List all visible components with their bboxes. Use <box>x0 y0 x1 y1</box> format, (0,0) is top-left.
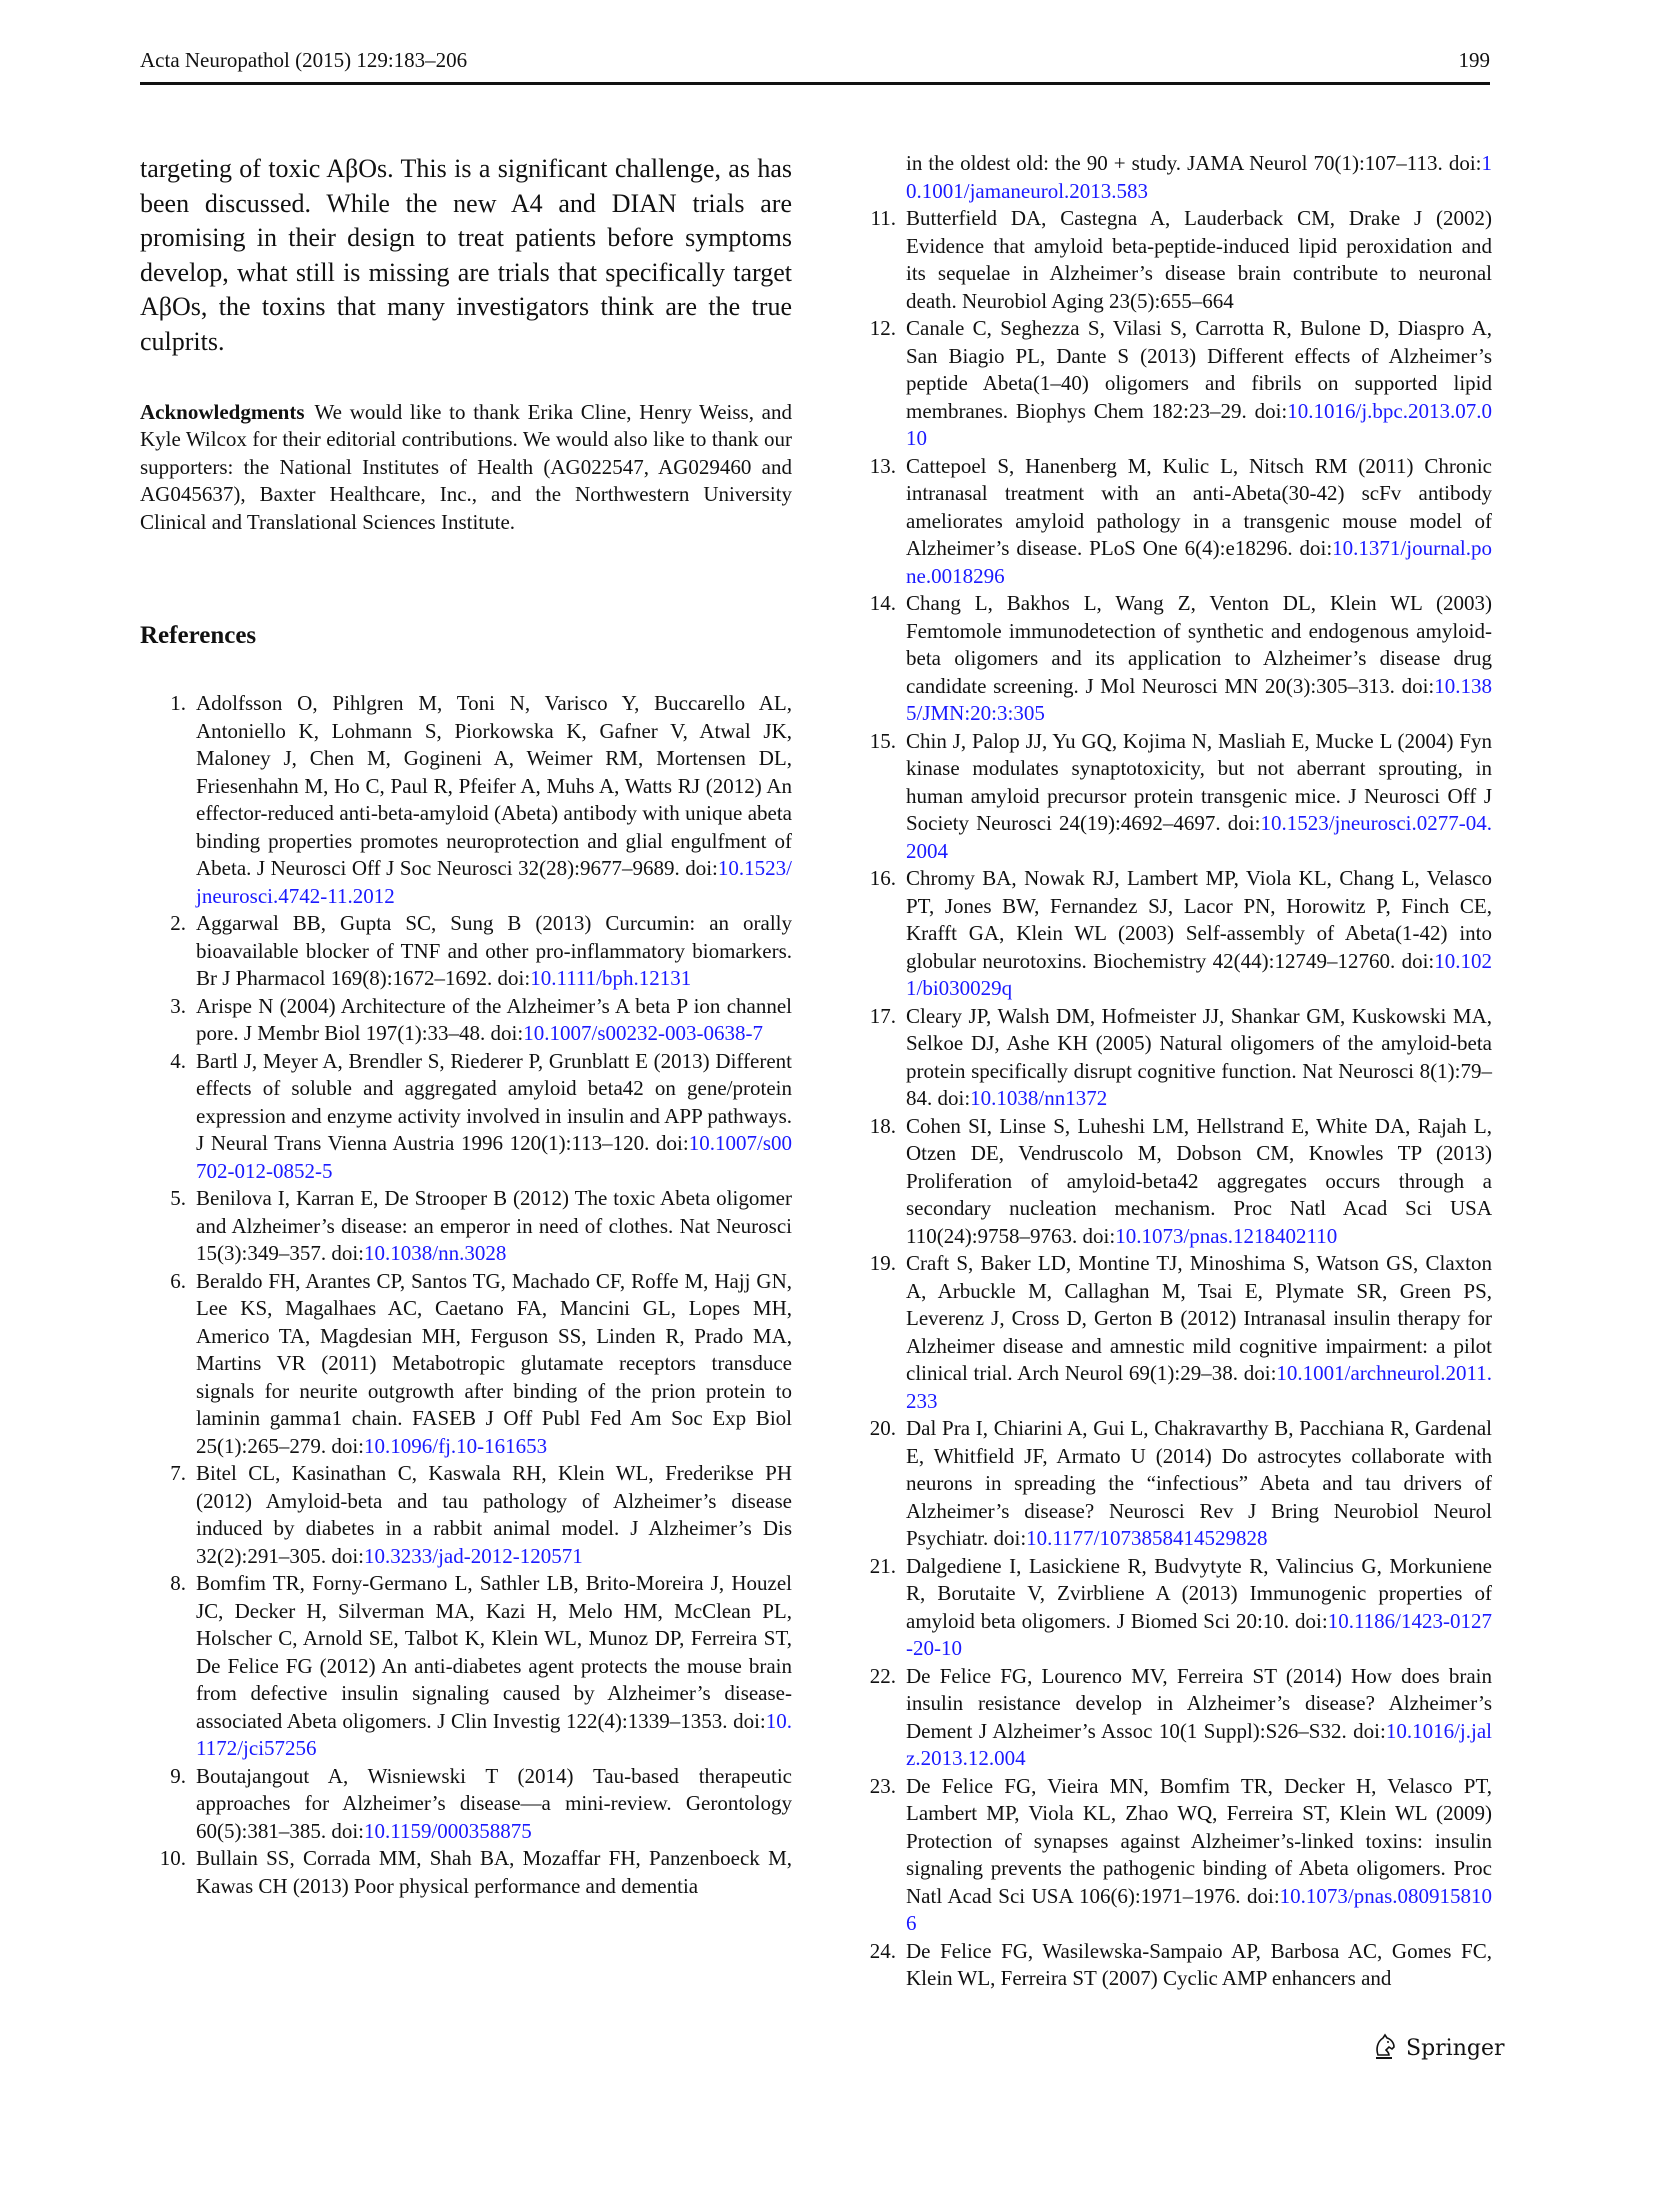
doi-link[interactable]: 10.1159/000358875 <box>364 1818 532 1843</box>
reference-number: 4. <box>170 1048 186 1073</box>
reference-item <box>850 1938 1492 1993</box>
reference-item <box>140 910 792 993</box>
header-rule <box>140 82 1490 85</box>
reference-number: 1. <box>170 691 186 716</box>
reference-text: Aggarwal BB, Gupta SC, Sung B (2013) Curcumin: an orally bioavailable blocker of TNF and other pro-inflammatory biomarkers. Br J Pharmacol 169(8):1672–1692. doi: <box>196 911 792 991</box>
reference-text: De Felice FG, Wasilewska-Sampaio AP, Barbosa AC, Gomes FC, Klein WL, Ferreira ST (2007) Cyclic AMP enhancers and <box>906 1938 1492 1990</box>
reference-number: 12. <box>869 316 896 340</box>
reference-text: Bomfim TR, Forny-Germano L, Sathler LB, Brito-Moreira J, Houzel JC, Decker H, Silverman MA, Kazi H, Melo HM, McClean PL, Holscher C, Arnold SE, Talbot K, Klein WL, Munoz DP, Ferreira ST, De Felice FG (2012) An anti-diabetes agent protects the mouse brain from defective insulin signaling caused by Alzheimer’s disease- associated Abeta oligomers. J Clin Investig 122(4):1339–1353. doi: <box>196 1571 792 1733</box>
references-heading: References <box>140 622 257 650</box>
doi-link[interactable]: 10.1385/JMN:20:3:305 <box>906 673 1492 725</box>
reference-item <box>140 1763 792 1846</box>
body-paragraph: targeting of toxic AβOs. This is a significant challenge, as has been discussed. While the new A4 and DIAN trials are promising in their design to treat patients before symptoms develop, what still is missing are trials that specifically target AβOs, the toxins that many investigators think are the true culprits. <box>140 154 792 356</box>
reference-item <box>140 1268 792 1461</box>
reference-item <box>140 1048 792 1186</box>
reference-item <box>850 1113 1492 1251</box>
doi-link[interactable]: 10.1186/1423-0127-20-10 <box>906 1608 1492 1660</box>
doi-link[interactable]: 10.1001/archneurol.2011.233 <box>906 1361 1492 1413</box>
reference-item <box>850 1553 1492 1663</box>
reference-text: Bullain SS, Corrada MM, Shah BA, Mozaffar FH, Panzenboeck M, Kawas CH (2013) Poor physical performance and dementia <box>196 1846 792 1898</box>
reference-item <box>850 453 1492 591</box>
doi-link[interactable]: 10.1073/pnas.0809158106 <box>906 1883 1492 1935</box>
running-header <box>140 48 1490 82</box>
reference-number: 21. <box>869 1553 896 1578</box>
reference-number: 6. <box>170 1268 186 1293</box>
reference-item <box>140 1185 792 1268</box>
right-column <box>850 150 1492 1993</box>
reference-item <box>140 1845 792 1900</box>
reference-item <box>140 1570 792 1763</box>
acknowledgments-title: Acknowledgments <box>140 400 305 424</box>
doi-link[interactable]: 10.1001/jamaneurol.2013.583 <box>906 151 1492 203</box>
publisher-name: Springer <box>1406 2035 1505 2061</box>
acknowledgments-text: We would like to thank Erika Cline, Henry Weiss, and Kyle Wilcox for their editorial contributions. We would also like to thank our supporters: the National Institutes of Health (AG022547, AG029460 and AG045637), Baxter Healthcare, Inc., and the Northwestern University Clinical and Translational Sciences Institute. <box>140 400 792 534</box>
reference-text: Arispe N (2004) Architecture of the Alzheimer’s A beta P ion channel pore. J Membr Biol 197(1):33–48. doi: <box>196 993 792 1046</box>
reference-item <box>140 1460 792 1570</box>
reference-number: 13. <box>869 453 896 478</box>
reference-number: 10. <box>159 1846 186 1871</box>
reference-text: Benilova I, Karran E, De Strooper B (2012) The toxic Abeta oligomer and Alzheimer’s disease: an emperor in need of clothes. Nat Neurosci 15(3):349–357. doi: <box>196 1186 792 1266</box>
doi-link[interactable]: 10.1111/bph.12131 <box>530 966 692 991</box>
reference-number: 19. <box>869 1251 896 1275</box>
doi-link[interactable]: 10.1073/pnas.1218402110 <box>1115 1223 1338 1248</box>
doi-link[interactable]: 10.1177/1073858414529828 <box>1026 1526 1268 1550</box>
reference-number: 15. <box>869 728 896 753</box>
reference-item <box>850 1415 1492 1553</box>
reference-item <box>850 865 1492 1003</box>
reference-item <box>850 205 1492 315</box>
reference-item <box>850 1663 1492 1773</box>
reference-text: Boutajangout A, Wisniewski T (2014) Tau-based therapeutic approaches for Alzheimer’s disease—a mini-review. Gerontology 60(5):381–385. doi: <box>196 1763 792 1843</box>
reference-text: in the oldest old: the 90 + study. JAMA Neurol 70(1):107–113. doi: <box>906 151 1482 175</box>
reference-text: Chang L, Bakhos L, Wang Z, Venton DL, Klein WL (2003) Femtomole immunodetection of synthetic and endogenous amyloid-beta oligomers and its application to Alzheimer’s disease drug candidate screening. J Mol Neurosci MN 20(3):305–313. doi: <box>906 591 1492 698</box>
reference-number: 8. <box>170 1571 186 1596</box>
doi-link[interactable]: 10.1038/nn.3028 <box>364 1241 507 1266</box>
doi-link[interactable]: 10.1038/nn1372 <box>970 1086 1108 1110</box>
reference-number: 2. <box>170 911 186 936</box>
acknowledgments <box>140 399 792 536</box>
doi-link[interactable]: 10.1172/jci57256 <box>196 1708 792 1761</box>
reference-number: 16. <box>869 866 896 890</box>
reference-number: 9. <box>170 1763 186 1788</box>
reference-text: Craft S, Baker LD, Montine TJ, Minoshima S, Watson GS, Claxton A, Arbuckle M, Callaghan M, Tsai E, Plymate SR, Green PS, Leverenz J, Cross D, Gerton B (2012) Intranasal insulin therapy for Alzheimer disease and amnestic mild cognitive impairment: a pilot clinical trial. Arch Neurol 69(1):29–38. doi: <box>906 1251 1492 1385</box>
reference-item <box>850 1773 1492 1938</box>
doi-link[interactable]: 10.1007/s00702-012-0852-5 <box>196 1131 792 1183</box>
doi-link[interactable]: 10.1007/s00232-003-0638-7 <box>523 1021 763 1046</box>
reference-text: Chromy BA, Nowak RJ, Lambert MP, Viola KL, Chang L, Velasco PT, Jones BW, Fernandez SJ, Lacor PN, Horowitz P, Finch CE, Krafft GA, Klein WL (2003) Self-assembly of Abeta(1-42) into globular neurotoxins. Biochemistry 42(44):12749–12760. doi: <box>906 866 1492 973</box>
doi-link[interactable]: 10.3233/jad-2012-120571 <box>364 1543 583 1568</box>
doi-link[interactable]: 10.1523/jneurosci.4742-11.2012 <box>196 856 792 908</box>
page-number: 199 <box>1458 48 1490 72</box>
reference-text: Cohen SI, Linse S, Luheshi LM, Hellstrand E, White DA, Rajah L, Otzen DE, Vendruscolo M, Dobson CM, Knowles TP (2013) Proliferation of amyloid-beta42 aggregates occurs through a secondary nucleation mechanism. Proc Natl Acad Sci USA 110(24):9758–9763. doi: <box>906 1113 1492 1248</box>
journal-citation: Acta Neuropathol (2015) 129:183–206 <box>140 48 468 72</box>
reference-number: 20. <box>869 1416 896 1440</box>
reference-text: Adolfsson O, Pihlgren M, Toni N, Varisco Y, Buccarello AL, Antoniello K, Lohmann S, Piorkowska K, Gafner V, Atwal JK, Maloney J, Chen M, Gogineni A, Weimer RM, Mortensen DL, Friesenhahn M, Ho C, Paul R, Pfeifer A, Muhs A, Watts RJ (2012) An effector-reduced anti-beta-amyloid (Abeta) antibody with unique abeta binding properties promotes neuroprotection and glial engulfment of Abeta. J Neurosci Off J Soc Neurosci 32(28):9677–9689. doi: <box>196 691 792 881</box>
left-column <box>140 152 792 1900</box>
reference-number: 3. <box>170 993 186 1018</box>
doi-link[interactable]: 10.1016/j.bpc.2013.07.010 <box>906 398 1492 450</box>
reference-number: 18. <box>869 1113 896 1138</box>
springer-horse-logo-icon <box>1372 2033 1398 2063</box>
reference-list-left <box>140 690 792 1900</box>
reference-text: De Felice FG, Vieira MN, Bomfim TR, Decker H, Velasco PT, Lambert MP, Viola KL, Zhao WQ, Ferreira ST, Klein WL (2009) Protection of synapses against Alzheimer’s-linked toxins: insulin signaling prevents the pathogenic binding of Abeta oligomers. Proc Natl Acad Sci USA 106(6):1971–1976. doi: <box>906 1773 1492 1908</box>
reference-number: 17. <box>869 1003 896 1028</box>
reference-text: Canale C, Seghezza S, Vilasi S, Carrotta R, Bulone D, Diaspro A, San Biagio PL, Dante S (2013) Different effects of Alzheimer’s peptide Abeta(1–40) oligomers and fibrils on supported lipid membranes. Biophys Chem 182:23–29. doi: <box>906 316 1492 423</box>
reference-item <box>850 315 1492 453</box>
reference-list-right <box>850 150 1492 1993</box>
reference-text: Chin J, Palop JJ, Yu GQ, Kojima N, Masliah E, Mucke L (2004) Fyn kinase modulates synaptotoxicity, but not aberrant sprouting, in human amyloid precursor protein transgenic mice. J Neurosci Off J Society Neurosci 24(19):4692–4697. doi: <box>906 728 1492 835</box>
reference-number: 7. <box>170 1461 186 1486</box>
reference-text: Butterfield DA, Castegna A, Lauderback CM, Drake J (2002) Evidence that amyloid beta-peptide-induced lipid peroxidation and its sequelae in Alzheimer’s disease brain contribute to neuronal death. Neurobiol Aging 23(5):655–664 <box>906 206 1492 313</box>
reference-item <box>850 150 1492 205</box>
reference-number: 23. <box>869 1773 896 1798</box>
reference-number: 14. <box>869 591 896 615</box>
reference-number: 22. <box>869 1663 896 1688</box>
doi-link[interactable]: 10.1371/journal.pone.0018296 <box>906 536 1492 588</box>
reference-text: De Felice FG, Lourenco MV, Ferreira ST (2014) How does brain insulin resistance develop in Alzheimer’s disease? Alzheimer’s Dement J Alzheimer’s Assoc 10(1 Suppl):S26–S32. doi: <box>906 1663 1492 1743</box>
reference-text: Cleary JP, Walsh DM, Hofmeister JJ, Shankar GM, Kuskowski MA, Selkoe DJ, Ashe KH (2005) Natural oligomers of the amyloid-beta protein specifically disrupt cognitive function. Nat Neurosci 8(1):79–84. doi: <box>906 1003 1492 1110</box>
publisher-footer <box>1372 2030 1505 2066</box>
reference-number: 24. <box>869 1938 896 1963</box>
reference-item <box>850 1003 1492 1113</box>
reference-text: Beraldo FH, Arantes CP, Santos TG, Machado CF, Roffe M, Hajj GN, Lee KS, Magalhaes AC, Caetano FA, Mancini GL, Lopes MH, Americo TA, Magdesian MH, Ferguson SS, Linden R, Prado MA, Martins VR (2011) Metabotropic glutamate receptors transduce signals for neurite outgrowth after binding of the prion protein to laminin gamma1 chain. FASEB J Off Publ Fed Am Soc Exp Biol 25(1):265–279. doi: <box>196 1268 792 1458</box>
reference-text: Bartl J, Meyer A, Brendler S, Riederer P, Grunblatt E (2013) Different effects of soluble and aggregated amyloid beta42 on gene/protein expression and enzyme activity involved in insulin and APP pathways. J Neural Trans Vienna Austria 1996 120(1):113–120. doi: <box>196 1048 792 1156</box>
reference-number: 5. <box>170 1186 186 1211</box>
reference-item <box>850 728 1492 866</box>
reference-text: Dal Pra I, Chiarini A, Gui L, Chakravarthy B, Pacchiana R, Gardenal E, Whitfield JF, Armato U (2014) Do astrocytes collaborate with neurons in spreading the “infectious” Abeta and tau drivers of Alzheimer’s disease? Neurosci Rev J Bring Neurobiol Neurol Psychiatr. doi: <box>906 1416 1492 1550</box>
reference-item <box>850 590 1492 728</box>
reference-text: Cattepoel S, Hanenberg M, Kulic L, Nitsch RM (2011) Chronic intranasal treatment with an anti-Abeta(30-42) scFv antibody ameliorates amyloid pathology in a transgenic mouse model of Alzheimer’s disease. PLoS One 6(4):e18296. doi: <box>906 453 1492 560</box>
reference-item <box>850 1250 1492 1415</box>
reference-item <box>140 993 792 1048</box>
reference-item <box>140 690 792 910</box>
doi-link[interactable]: 10.1016/j.jalz.2013.12.004 <box>906 1718 1492 1770</box>
reference-text: Dalgediene I, Lasickiene R, Budvytyte R, Valincius G, Morkuniene R, Borutaite V, Zvirbliene A (2013) Immunogenic properties of amyloid beta oligomers. J Biomed Sci 20:10. doi: <box>906 1553 1492 1633</box>
doi-link[interactable]: 10.1096/fj.10-161653 <box>364 1433 548 1458</box>
doi-link[interactable]: 10.1523/jneurosci.0277-04.2004 <box>906 811 1492 863</box>
reference-text: Bitel CL, Kasinathan C, Kaswala RH, Klein WL, Frederikse PH (2012) Amyloid-beta and tau pathology of Alzheimer’s disease induced by diabetes in a rabbit animal model. J Alzheimer’s Dis 32(2):291–305. doi: <box>196 1461 792 1568</box>
reference-number: 11. <box>870 206 896 230</box>
doi-link[interactable]: 10.1021/bi030029q <box>906 948 1492 1000</box>
